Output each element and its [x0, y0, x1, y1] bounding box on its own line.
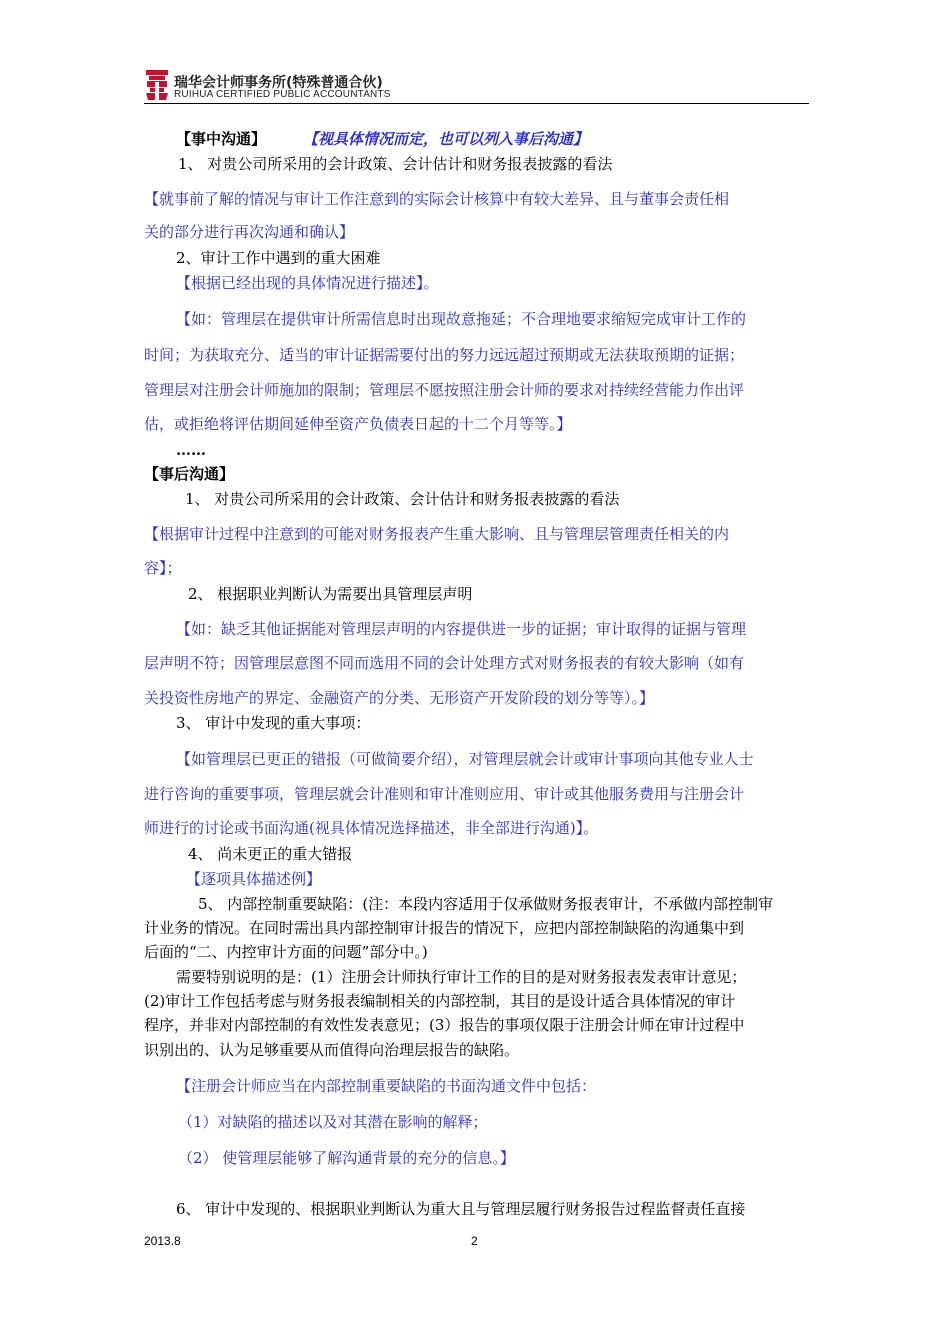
body-line: 程序，并非对内部控制的有效性发表意见；(3）报告的事项仅限于注册会计师在审计过程中: [144, 1016, 745, 1034]
footer-date: 2013.8: [144, 1234, 181, 1248]
note-line: 管理层对注册会计师施加的限制；管理层不愿按照注册会计师的要求对持续经营能力作出评: [144, 381, 745, 399]
note-line: 关的部分进行再次沟通和确认】: [144, 223, 355, 241]
note-line: 【注册会计师应当在内部控制重要缺陷的书面沟通文件中包括：: [176, 1077, 597, 1095]
note-line: 【根据已经出现的具体情况进行描述】。: [176, 274, 439, 292]
note-line: 【如：管理层在提供审计所需信息时出现故意拖延；不合理地要求缩短完成审计工作的: [176, 310, 747, 328]
body-line: 计业务的情况。在同时需出具内部控制审计报告的情况下，应把内部控制缺陷的沟通集中到: [144, 919, 745, 937]
note-line: 【根据审计过程中注意到的可能对财务报表产生重大影响、且与管理层管理责任相关的内: [144, 525, 730, 543]
section-heading-during: 【事中沟通】: [176, 130, 267, 148]
section-heading-after: 【事后沟通】: [144, 465, 235, 483]
note-line: 层声明不符；因管理层意图不同而选用不同的会计处理方式对财务报表的有较大影响（如有: [144, 654, 745, 672]
item-5-after: 5、 内部控制重要缺陷：(注：本段内容适用于仅承做财务报表审计，不承做内部控制审: [198, 895, 774, 913]
note-line: 进行咨询的重要事项，管理层就会计准则和审计准则应用、审计或其他服务费用与注册会计: [144, 785, 745, 803]
note-line: 师进行的讨论或书面沟通(视具体情况选择描述，非全部进行沟通)】。: [144, 819, 599, 837]
item-3-after: 3、 审计中发现的重大事项：: [176, 714, 371, 732]
item-1-during: 1、 对贵公司所采用的会计政策、会计估计和财务报表披露的看法: [178, 155, 613, 173]
note-line: 估，或拒绝将评估期间延伸至资产负债表日起的十二个月等等。】: [144, 415, 572, 433]
firm-name-en: RUIHUA CERTIFIED PUBLIC ACCOUNTANTS: [174, 89, 391, 100]
note-line: 时间；为获取充分、适当的审计证据需要付出的努力远远超过预期或无法获取预期的证据；: [144, 346, 745, 364]
note-line: 【就事前了解的情况与审计工作注意到的实际会计核算中有较大差异、且与董事会责任相: [144, 190, 730, 208]
note-line: 【如：缺乏其他证据能对管理层声明的内容提供进一步的证据；审计取得的证据与管理: [176, 620, 747, 638]
firm-name-cn: 瑞华会计师事务所(特殊普通合伙): [174, 75, 383, 91]
item-2-during: 2、审计工作中遇到的重大困难: [176, 249, 381, 267]
note-during: 【视具体情况而定，也可以列入事后沟通】: [303, 130, 589, 148]
note-line: 【逐项具体描述例】: [186, 870, 322, 888]
item-6-after: 6、 审计中发现的、根据职业判断认为重大且与管理层履行财务报告过程监督责任直接: [176, 1200, 746, 1218]
note-line: 容】；: [144, 559, 182, 577]
header-divider: [144, 103, 809, 104]
body-line: 识别出的、认为足够重要从而值得向治理层报告的缺陷。: [144, 1041, 520, 1059]
item-4-after: 4、 尚未更正的重大错报: [188, 845, 353, 863]
body-line: 后面的“二、内控审计方面的问题”部分中。): [144, 943, 428, 961]
note-line: 关投资性房地产的界定、金融资产的分类、无形资产开发阶段的划分等等）。】: [144, 689, 655, 707]
body-line: (2)审计工作包括考虑与财务报表编制相关的内部控制，其目的是设计适合具体情况的审计: [144, 992, 736, 1010]
page-number: 2: [471, 1234, 478, 1248]
item-1-after: 1、 对贵公司所采用的会计政策、会计估计和财务报表披露的看法: [185, 490, 620, 508]
firm-logo: [144, 69, 170, 101]
note-line: 【如管理层已更正的错报（可做简要介绍），对管理层就会计或审计事项向其他专业人士: [176, 750, 754, 768]
ellipsis: ……: [176, 441, 206, 459]
note-line: （1）对缺陷的描述以及对其潜在影响的解释；: [178, 1113, 488, 1131]
note-line: （2） 使管理层能够了解沟通背景的充分的信息。】: [178, 1149, 515, 1167]
item-2-after: 2、 根据职业判断认为需要出具管理层声明: [188, 585, 473, 603]
body-line: 需要特别说明的是：(1）注册会计师执行审计工作的目的是对财务报表发表审计意见；: [176, 968, 747, 986]
